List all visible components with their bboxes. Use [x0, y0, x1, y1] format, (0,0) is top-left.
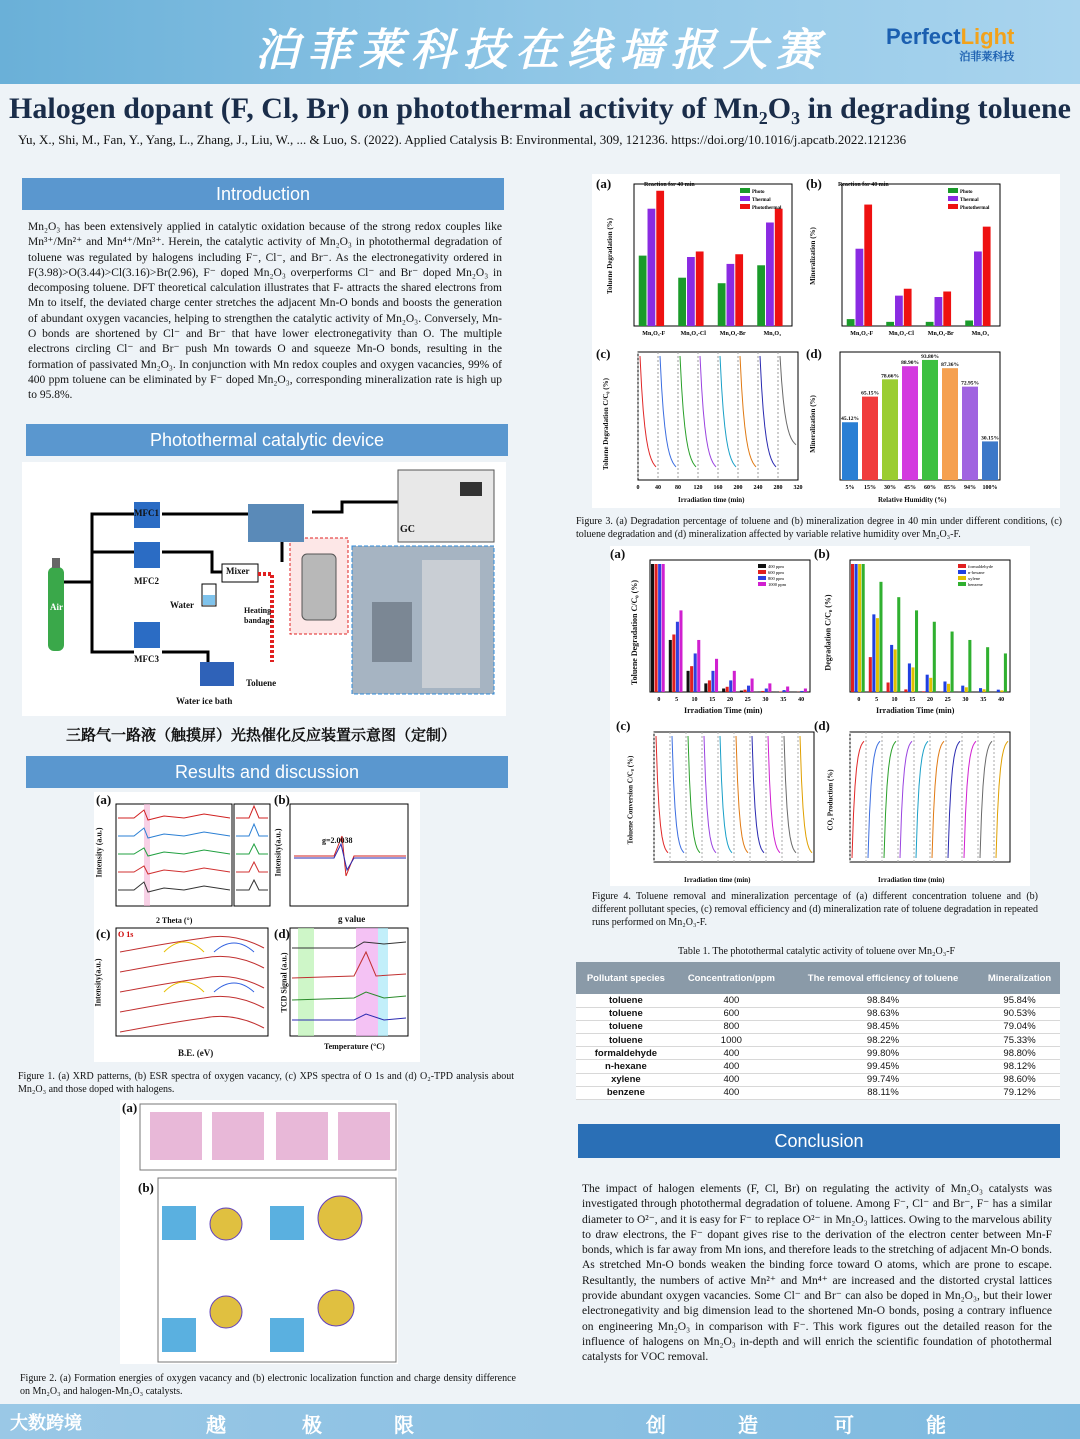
footer-char: 极: [302, 1413, 322, 1437]
label-mfc3: MFC3: [134, 654, 159, 664]
fig3c-series-line: [760, 356, 776, 467]
footer-char: 越: [206, 1413, 226, 1437]
label-toluene: Toluene: [246, 678, 277, 688]
fig3d-tick: 94%: [964, 485, 976, 491]
label-water: Water: [170, 600, 194, 610]
fig3a-tick: Mn₂O₃-F: [642, 331, 666, 337]
results-table: [576, 962, 1060, 1100]
fig4a-ylabel: Toluene Degradation C/C₀ (%): [630, 580, 639, 685]
fig4a-tick: 25: [744, 697, 751, 703]
fig3c-tick: 40: [655, 485, 661, 491]
table-row: formaldehyde 400 99.80% 98.80%: [576, 1047, 1060, 1060]
figure-4: 0 5 10 15 20 25 30 35 40 400 ppm 600 ppm 800 ppm 1000 ppm 0 5 10 15 20 25 30 35 40 formaldehyde n-hexane xylene benzene (a) (b) (c) (d) Toluene Degradation C/C₀ (%) Irradiation Time (min) Degradation C/C₀ (%) Irradiation Time (min) Toluene Conversion C/C₀ (%) Irradiation time (min) CO₂ Production (%) Irradiation time (min): [610, 546, 1030, 886]
fig4a-bar: [704, 683, 707, 692]
figure-2: (a) (b): [120, 1100, 398, 1364]
fig4b-bar: [983, 689, 986, 692]
fig4b-legend-label: xylene: [968, 576, 980, 581]
label-ice-bath: Water ice bath: [176, 696, 233, 706]
fig4b-bar: [1000, 690, 1003, 692]
fig3c-tick: 320: [793, 485, 803, 491]
fig3d-data-label: 78.66%: [881, 373, 899, 380]
fig3d-data-label: 45.12%: [841, 416, 859, 423]
table-row: benzene 400 88.11% 79.12%: [576, 1086, 1060, 1099]
fig4a-legend-label: 800 ppm: [768, 576, 784, 581]
fig4b-tick: 0: [857, 697, 861, 703]
fig3a-note: Reaction for 40 min: [644, 182, 695, 188]
fig4d-series-line: [948, 741, 960, 858]
fig4a-tick: 15: [709, 697, 716, 703]
fig3c-tick: 280: [773, 485, 783, 491]
fig3a-bar: [687, 257, 695, 326]
fig3d-data-label: 72.95%: [961, 380, 979, 387]
fig3a-bar: [656, 191, 664, 326]
fig4b-tick: 35: [980, 697, 987, 703]
fig1b-xlabel: g value: [338, 914, 366, 924]
fig4b-tick: 40: [998, 697, 1005, 703]
fig4a-bar: [697, 640, 700, 692]
table-header: The removal efficiency of toluene: [787, 962, 979, 994]
fig4b-bar: [911, 667, 914, 692]
fig3c-series-line: [660, 356, 676, 467]
fig4a-bar: [694, 653, 697, 692]
fig4b-bar: [858, 564, 861, 692]
fig3c-series-line: [720, 356, 736, 467]
fig1c-xlabel: B.E. (eV): [178, 1048, 214, 1058]
fig4a-bar: [715, 659, 718, 692]
fig3c-tick: 200: [733, 485, 743, 491]
fig4b-bar: [965, 687, 968, 692]
fig3c-series-line: [700, 356, 716, 467]
fig4c-series-line: [768, 736, 780, 853]
fig4b-legend-label: benzene: [968, 582, 983, 587]
fig1b-ylabel: Intensity(a.u.): [273, 828, 283, 877]
fig4b-legend-swatch: [958, 582, 966, 586]
fig3c-tick: 80: [675, 485, 681, 491]
fig4b-ylabel: Degradation C/C₀ (%): [823, 594, 833, 671]
fig4c-series-line: [736, 736, 748, 853]
fig3a-bar: [718, 283, 726, 326]
fig4a-legend-swatch: [758, 564, 766, 568]
label-heating: Heating bandage: [244, 606, 273, 625]
fig4d-ylabel: CO₂ Production (%): [826, 769, 835, 831]
figure4-svg: [610, 546, 1030, 886]
fig4c-xlabel: Irradiation time (min): [684, 876, 751, 884]
fig4b-tick: 10: [891, 697, 898, 703]
fig3d-bar: [982, 441, 998, 480]
fig3d-data-label: 65.15%: [861, 390, 879, 397]
fig3a-bar: [696, 251, 704, 326]
figure4-caption: Figure 4. Toluene removal and mineralization percentage of (a) different concentration toluene and (b) different pollutant species, (c) removal efficiency and (d) mineralization rate of toluene degradation in repeated runs performed on Mn₂O₃-F.: [592, 891, 1038, 928]
fig3b-bar: [856, 249, 864, 326]
fig3a-bar: [678, 278, 686, 326]
figure2-caption: Figure 2. (a) Formation energies of oxygen vacancy and (b) electronic localization function and charge density difference on Mn₂O₃ and halogen-Mn₂O₃ catalysts.: [20, 1373, 516, 1397]
figure-3: Mn₂O₃-F Mn₂O₃-Cl Mn₂O₃-Br Mn₂O₃ Photo Thermal Photothermal Mn₂O₃-F Mn₂O₃-Cl Mn₂O₃-Br Mn₂O₃ Photo Thermal Photothermal 0 40 80 120 160 200 240 280 320 45.12% 5% 65.15% 15% 78.66% 30% 88.90% 45% 93.80% 60% 87.36% 85% 72.95% 94% 30.15% 100% (a) (b) (c) (d) Reaction for 40 min Reaction for 40 min Toluene Degradation (%) Mineralization (%) Toluene Degradation C/C₀ (%) Irradiation time (min) Mineralization (%) Relative Humidity (%): [592, 174, 1060, 508]
fig3a-legend-label: Photothermal: [752, 206, 782, 211]
fig4b-bar: [943, 681, 946, 692]
fig4a-bar: [758, 691, 761, 692]
fig3a-bar: [766, 223, 774, 327]
light-source: [248, 504, 304, 542]
fig3d-bar: [882, 379, 898, 480]
logo-subtitle: 泊菲莱科技: [959, 51, 1015, 63]
fig4d-series-line: [884, 741, 896, 858]
footer-bar: [0, 1404, 1080, 1439]
fig4b-tick: 15: [909, 697, 916, 703]
fig4a-bar: [751, 679, 754, 692]
fig4c-series-line: [720, 736, 732, 853]
fig3b-bar: [895, 296, 903, 326]
fig4b-bar: [979, 688, 982, 692]
fig4b-bar: [904, 689, 907, 692]
fig3b-legend-swatch: [948, 196, 958, 201]
fig1a-ylabel: Intensity (a.u.): [94, 827, 104, 878]
fig4d-series-line: [916, 741, 928, 858]
fig3d-tick: 85%: [944, 485, 956, 491]
fig3b-bar: [935, 297, 943, 326]
fig4a-bar: [768, 683, 771, 692]
fig4c-series-line: [704, 736, 716, 853]
fig3b-legend-swatch: [948, 188, 958, 193]
footer-char: 可: [834, 1413, 854, 1437]
fig4b-legend-swatch: [958, 570, 966, 574]
fig1c-ylabel: Intensity(a.u.): [93, 958, 103, 1007]
table-header: Mineralization: [979, 962, 1060, 994]
fig4b-bar: [997, 690, 1000, 692]
fig3d-tick: 60%: [924, 485, 936, 491]
label-gc: GC: [400, 524, 415, 535]
fig4a-bar: [662, 564, 665, 692]
fig4c-series-line: [784, 736, 796, 853]
fig4a-tick: 30: [762, 697, 769, 703]
fig4d-series-line: [932, 741, 944, 858]
figure1-svg: [94, 792, 420, 1062]
citation: Yu, X., Shi, M., Fan, Y., Yang, L., Zhang, J., Liu, W., ... & Luo, S. (2022). Applied Catalysis B: Environmental, 309, 121236. https://doi.org/10.1016/j.apcatb.2022.121236: [18, 132, 907, 147]
fig3d-data-label: 88.90%: [901, 360, 919, 367]
fig3a-tick: Mn₂O₃-Br: [719, 331, 746, 337]
footer-logo: 大数跨境: [10, 1413, 82, 1434]
fig4b-bar: [869, 657, 872, 692]
figure2-svg: [120, 1100, 398, 1364]
fig3d-tick: 5%: [845, 485, 855, 491]
fig4b-legend-swatch: [958, 576, 966, 580]
fig4b-tick: 20: [927, 697, 933, 703]
fig3d-tick: 15%: [864, 485, 876, 491]
fig3a-ylabel: Toluene Degradation (%): [605, 218, 614, 294]
fig4c-series-line: [800, 736, 812, 853]
fig4a-bar: [672, 634, 675, 692]
label-mixer: Mixer: [226, 566, 250, 576]
fig4b-bar: [876, 618, 879, 692]
fig4b-bar: [986, 647, 989, 692]
fig3c-tick: 120: [693, 485, 703, 491]
conclusion-text: The impact of halogen elements (F, Cl, Br) on regulating the activity of Mn₂O₃ catalysts was investigated through photothermal degradation of toluene. Among F⁻, Cl⁻ and Br⁻, F⁻ has a similar diameter to O²⁻, and it is easy for F⁻ to replace O²⁻ in Mn₂O₃ lattices. Owing to the marvelous ability to draw electrons, the F⁻ dopant gives rise to the derivation of the electron center between Mn-F bonds, which is far away from Mn ions, and therefore leads to the stretching of adjacent Mn-O bonds. As stretched Mn-O bonds weaken the binding force toward O atoms, which are prone to escape. Resultantly, the numbers of active Mn²⁺ and Mn⁴⁺ are increased and the distorted crystal lattices provide abundant oxygen vacancies. Some Cl⁻ and Br⁻ can also be doped in Mn₂O₃, but their lower electronegativity and big dimension lead to the shortened Mn-O bonds, posing a contrary influence on engineering Mn₂O₃ in comparison with F⁻. This work figures out the detailed reason for the influence of halogens on Mn₂O₃ in-depth and will enrich the scientific foundation of photothermal catalysts for VOC removal.: [582, 1183, 1052, 1364]
fig4b-tick: 5: [875, 697, 879, 703]
fig3a-bar: [639, 256, 647, 326]
fig4b-legend-label: formaldehyde: [968, 564, 993, 569]
fig3b-bar: [983, 227, 991, 326]
table-title: Table 1. The photothermal catalytic activity of toluene over Mn₂O₃-F: [678, 946, 956, 957]
fig4b-bar: [933, 622, 936, 692]
fig4a-legend-swatch: [758, 582, 766, 586]
fig4a-bar: [708, 680, 711, 692]
fig3a-bar: [757, 265, 765, 326]
fig4d-series-line: [996, 741, 1008, 858]
fig4a-legend-swatch: [758, 570, 766, 574]
fig4a-bar: [711, 671, 714, 692]
fig3b-tick: Mn₂O₃: [971, 331, 989, 337]
fig3d-tick: 100%: [982, 485, 998, 491]
fig3b-bar: [974, 251, 982, 326]
fig4c-ylabel: Toluene Conversion C/C₀ (%): [626, 755, 635, 845]
fig4b-bar: [1004, 653, 1007, 692]
fig4d-xlabel: Irradiation time (min): [878, 876, 945, 884]
fig4a-bar: [783, 690, 786, 692]
table-row: toluene 800 98.45% 79.04%: [576, 1020, 1060, 1033]
fig4b-bar: [968, 640, 971, 692]
section-results: Results and discussion: [26, 756, 508, 788]
fig3d-bar: [902, 366, 918, 480]
fig1b-g-value: g=2.0038: [322, 836, 353, 845]
fig4b-bar: [929, 678, 932, 692]
fig3a-legend-swatch: [740, 188, 750, 193]
fig3a-tick: Mn₂O₃: [763, 331, 781, 337]
fig3c-tick: 240: [753, 485, 763, 491]
fig4b-tick: 30: [962, 697, 969, 703]
fig4c-series-line: [752, 736, 764, 853]
fig3b-tick: Mn₂O₃-Cl: [888, 331, 914, 337]
logo-text-b: Light: [960, 24, 1015, 49]
fig3d-data-label: 30.15%: [981, 435, 999, 442]
fig4d-series-line: [964, 741, 976, 858]
fig3d-data-label: 93.80%: [921, 353, 939, 360]
fig4b-bar: [915, 610, 918, 692]
table-header: Concentration/ppm: [676, 962, 787, 994]
fig3a-bar: [775, 209, 783, 326]
ice-bath: [200, 662, 234, 686]
fig4a-bar: [679, 610, 682, 692]
fig4b-bar: [872, 614, 875, 692]
fig3a-bar: [727, 264, 735, 326]
fig3a-legend-swatch: [740, 204, 750, 209]
figure1-caption: Figure 1. (a) XRD patterns, (b) ESR spectra of oxygen vacancy, (c) XPS spectra of O 1s and (d) O₂-TPD analysis about Mn₂O₃ and those doped with halogens.: [18, 1071, 514, 1095]
fig4a-tick: 0: [657, 697, 661, 703]
fig3c-ylabel: Toluene Degradation C/C₀ (%): [601, 378, 610, 470]
fig3c-xlabel: Irradiation time (min): [678, 496, 745, 504]
fig4a-bar: [733, 671, 736, 692]
device-schematic: [22, 462, 506, 716]
fig4a-bar: [658, 564, 661, 692]
fig3b-bar: [847, 319, 855, 326]
fig1c-title: O 1s: [118, 930, 134, 939]
fig4a-bar: [804, 689, 807, 692]
fig3a-tick: Mn₂O₃-Cl: [680, 331, 706, 337]
fig4a-tick: 10: [691, 697, 698, 703]
fig3c-series-line: [640, 356, 656, 467]
fig3a-legend-swatch: [740, 196, 750, 201]
fig4d-series-line: [900, 741, 912, 858]
fig4a-bar: [655, 564, 658, 692]
fig3d-xlabel: Relative Humidity (%): [878, 496, 947, 504]
fig3c-series-line: [680, 356, 696, 467]
fig4b-xlabel: Irradiation Time (min): [876, 706, 955, 715]
fig4a-bar: [743, 690, 746, 692]
top-banner: [0, 0, 1080, 84]
fig4b-bar: [855, 564, 858, 692]
table-header: Pollutant species: [576, 962, 676, 994]
fig4b-bar: [947, 684, 950, 692]
reactor: [302, 554, 336, 620]
footer-char: 创: [646, 1413, 666, 1437]
fig4a-tick: 40: [798, 697, 805, 703]
fig4d-series-line: [980, 741, 992, 858]
fig3b-bar: [864, 205, 872, 326]
fig4a-bar: [765, 689, 768, 692]
fig4b-bar: [887, 682, 890, 692]
fig4b-bar: [908, 663, 911, 692]
table-row: n-hexane 400 99.45% 98.12%: [576, 1060, 1060, 1073]
table-row: toluene 400 98.84% 95.84%: [576, 994, 1060, 1007]
fig3b-note: Reaction for 40 min: [838, 182, 889, 188]
fig3d-bar: [962, 387, 978, 480]
fig4b-bar: [897, 597, 900, 692]
fig4a-legend-swatch: [758, 576, 766, 580]
fig3b-bar: [965, 320, 973, 326]
fig3b-tick: Mn₂O₃-Br: [927, 331, 954, 337]
fig3b-legend-label: Photothermal: [960, 206, 990, 211]
footer-char: 限: [394, 1413, 414, 1437]
fig1d-ylabel: TCD Signal (a.u.): [279, 952, 289, 1013]
fig3a-bar: [735, 254, 743, 326]
fig3d-bar: [842, 422, 858, 480]
fig4d-series-line: [868, 741, 880, 858]
figure3-svg: [592, 174, 1060, 508]
label-mfc2: MFC2: [134, 576, 159, 586]
fig4a-bar: [786, 687, 789, 692]
fig3a-bar: [648, 209, 656, 326]
fig4c-series-line: [688, 736, 700, 853]
fig4b-bar: [961, 686, 964, 692]
fig3c-tick: 160: [713, 485, 723, 491]
fig3c-series-line: [780, 356, 796, 445]
fig3b-legend-label: Photo: [960, 190, 973, 195]
table-row: toluene 1000 98.22% 75.33%: [576, 1034, 1060, 1047]
fig3c-series-line: [740, 356, 756, 467]
fig3b-bar: [886, 322, 894, 326]
table-row: xylene 400 99.74% 98.60%: [576, 1073, 1060, 1086]
fig3b-bar: [926, 322, 934, 326]
fig3d-tick: 30%: [884, 485, 896, 491]
fig4a-legend-label: 600 ppm: [768, 570, 784, 575]
fig4a-bar: [687, 671, 690, 692]
perfectlight-logo: [886, 24, 1014, 64]
fig4b-legend-swatch: [958, 564, 966, 568]
fig4b-tick: 25: [944, 697, 951, 703]
figure-1: (a) (b) (c) (d) 2 Theta (°) Intensity (a.u.) g value Intensity(a.u.) g=2.0038 B.E. (eV) Intensity(a.u.) O 1s Temperature (°C) TCD Signal (a.u.): [94, 792, 420, 1062]
label-mfc1: MFC1: [134, 508, 159, 518]
poster-title: Halogen dopant (F, Cl, Br) on photothermal activity of Mn₂O₃ in degrading toluene: [9, 92, 1071, 125]
fig4b-bar: [922, 691, 925, 692]
fig4a-tick: 5: [675, 697, 679, 703]
table-row: toluene 600 98.63% 90.53%: [576, 1007, 1060, 1020]
fig4a-xlabel: Irradiation Time (min): [684, 706, 763, 715]
fig4c-series-line: [672, 736, 684, 853]
figure3-caption: Figure 3. (a) Degradation percentage of toluene and (b) mineralization degree in 40 min under different conditions, (c) toluene degradation and (d) mineralization affected by variable relative humidity over Mn₂O₃-F.: [576, 516, 1062, 540]
section-introduction: Introduction: [22, 178, 504, 210]
section-conclusion: Conclusion: [578, 1124, 1060, 1158]
fig4a-bar: [726, 687, 729, 692]
intro-text: Mn₂O₃ has been extensively applied in catalytic oxidation because of the strong redox couples like Mn³⁺/Mn²⁺ and Mn⁴⁺/Mn³⁺. Herein, the catalytic activity of Mn₂O₃ in photothermal degradation of toluene was regulated by halogens including F⁻, Cl⁻, and Br⁻. As the electronegativity ordered in F(3.98)>O(3.44)>Cl(3.16)>Br(2.96), F⁻ doped Mn₂O₃ overperforms Cl⁻ and Br⁻ doped Mn₂O₃ in decomposing toluene. DFT theoretical calculation illustrates that F- attracts the shared electrons from Mn to itself, the deviated charge center stretches the adjacent Mn-O bonds and boosts the generation of abundant oxygen vacancies, helping to strengthen the catalytic activity of Mn₂O₃. Conversely, Mn-O bonds are shortened by Cl⁻ and Br⁻ that have lower electronegativity than O. The multiple electrons circling Cl⁻ and Br⁻ push Mn towards O and squeeze Mn-O bonds, resulting in the formation of passivated Mn₂O₃. In conjunction with Mn redox couples and oxygen vacancies, 99% of 400 ppm toluene can be eliminated by F⁻ doped Mn₂O₃, corresponding mineralization rate is high up to 95.8%.: [28, 221, 502, 402]
device-caption-cn: 三路气一路液（触摸屏）光热催化反应装置示意图（定制）: [66, 726, 457, 744]
fig3a-legend-label: Thermal: [752, 198, 771, 203]
fig4a-bar: [676, 622, 679, 692]
fig4a-bar: [690, 666, 693, 692]
section-device: Photothermal catalytic device: [26, 424, 508, 456]
mfc2-box: [134, 542, 160, 568]
fig4c-series-line: [656, 736, 668, 853]
fig3b-legend-swatch: [948, 204, 958, 209]
fig4b-bar: [890, 645, 893, 692]
fig4a-bar: [651, 564, 654, 692]
footer-char: 造: [738, 1413, 758, 1437]
fig4a-tick: 20: [727, 697, 733, 703]
fig4a-bar: [669, 640, 672, 692]
fig3b-bar: [904, 289, 912, 326]
fig4a-bar: [740, 691, 743, 692]
fig4a-bar: [722, 689, 725, 692]
fig1d-xlabel: Temperature (°C): [324, 1042, 385, 1051]
fig4b-bar: [894, 649, 897, 692]
fig4a-bar: [747, 686, 750, 692]
fig4b-bar: [851, 564, 854, 692]
fig3b-ylabel: Mineralization (%): [808, 227, 817, 285]
footer-char: 能: [926, 1413, 946, 1437]
logo-text-a: Perfect: [886, 24, 961, 49]
fig3d-bar: [862, 397, 878, 480]
fig4a-bar: [729, 680, 732, 692]
fig3d-bar: [942, 368, 958, 480]
fig4b-bar: [926, 675, 929, 692]
fig3b-legend-label: Thermal: [960, 198, 979, 203]
fig4a-legend-label: 1000 ppm: [768, 582, 787, 587]
fig4a-bar: [800, 691, 803, 692]
fig3d-data-label: 87.36%: [941, 362, 959, 369]
fig4b-bar: [951, 632, 954, 692]
fig3a-legend-label: Photo: [752, 190, 765, 195]
fig1a-xlabel: 2 Theta (°): [156, 916, 193, 925]
fig3c-tick: 0: [636, 485, 640, 491]
fig3b-bar: [943, 292, 951, 327]
label-air: Air: [50, 602, 63, 612]
fig4d-series-line: [852, 741, 864, 858]
banner-title: 泊菲莱科技在线墙报大赛: [255, 25, 827, 76]
fig4b-bar: [862, 564, 865, 692]
fig3d-bar: [922, 360, 938, 480]
mfc3-box: [134, 622, 160, 648]
fig3d-tick: 45%: [904, 485, 916, 491]
fig4a-bar: [761, 691, 764, 692]
fig4b-legend-label: n-hexane: [968, 570, 985, 575]
fig3d-ylabel: Mineralization (%): [808, 395, 817, 453]
fig4a-legend-label: 400 ppm: [768, 564, 784, 569]
fig4a-tick: 35: [780, 697, 787, 703]
fig3b-tick: Mn₂O₃-F: [850, 331, 874, 337]
fig4b-bar: [879, 582, 882, 692]
